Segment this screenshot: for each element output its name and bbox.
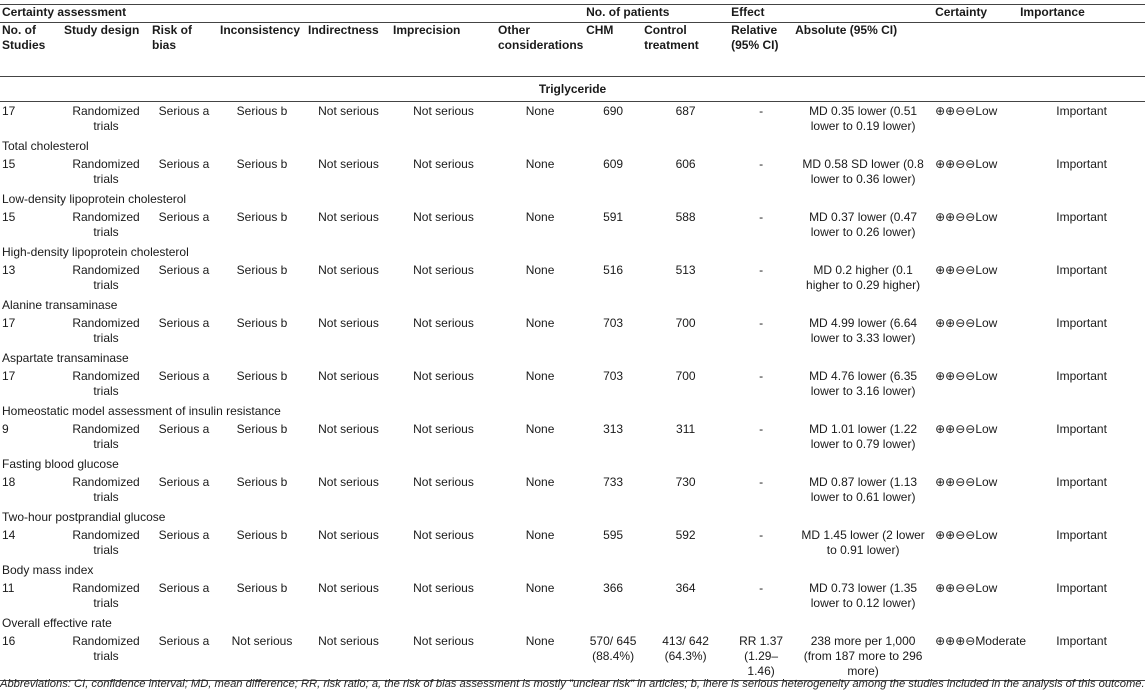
certainty-rating: ⊕⊕⊖⊖Low (935, 528, 998, 542)
grade-evidence-table (0, 5, 1145, 681)
chm-count: 609 (603, 157, 624, 171)
imprecision: Not serious (413, 422, 474, 436)
importance: Important (1056, 422, 1107, 436)
risk-of-bias: Serious a (158, 581, 210, 595)
col-relative-effect: Relative (95% CI) (731, 23, 779, 52)
study-design: Randomized trials (72, 263, 140, 292)
table-row (0, 632, 1145, 681)
risk-of-bias: Serious a (158, 422, 210, 436)
absolute-effect: MD 0.35 lower (0.51 lower to 0.19 lower) (809, 104, 918, 133)
inconsistency: Serious b (236, 475, 288, 489)
col-control-treatment: Control treatment (644, 23, 699, 52)
outcome-row (0, 457, 1145, 473)
chm-count: 703 (603, 369, 624, 383)
imprecision: Not serious (391, 632, 496, 681)
chm-count: 516 (603, 263, 624, 277)
outcome-label: Body mass index (2, 563, 94, 577)
inconsistency: Serious b (236, 581, 288, 595)
section-row (0, 77, 1145, 102)
studies-count: 18 (2, 475, 16, 489)
imprecision: Not serious (413, 210, 474, 224)
absolute-effect: MD 4.76 lower (6.35 lower to 3.16 lower) (809, 369, 918, 398)
study-design: Randomized trials (62, 632, 150, 681)
absolute-effect: MD 4.99 lower (6.64 lower to 3.33 lower) (809, 316, 918, 345)
imprecision: Not serious (413, 104, 474, 118)
inconsistency: Serious b (236, 210, 288, 224)
control-count: 700 (675, 316, 696, 330)
control-count: 513 (675, 263, 696, 277)
group-no-of-patients: No. of patients (584, 5, 729, 23)
indirectness: Not serious (318, 528, 379, 542)
outcome-label: Low-density lipoprotein cholesterol (2, 192, 187, 206)
group-effect: Effect (729, 5, 933, 23)
chm-count: 570/ 645 (88.4%) (584, 632, 642, 681)
other-considerations: None (525, 581, 555, 595)
absolute-effect: MD 0.37 lower (0.47 lower to 0.26 lower) (809, 210, 918, 239)
certainty-rating: ⊕⊕⊖⊖Low (935, 263, 998, 277)
study-design: Randomized trials (72, 475, 140, 504)
indirectness: Not serious (318, 316, 379, 330)
relative-effect: - (759, 528, 764, 542)
relative-effect: - (759, 157, 764, 171)
relative-effect: - (759, 316, 764, 330)
absolute-effect: MD 1.45 lower (2 lower to 0.91 lower) (801, 528, 925, 557)
footnote: Abbreviations: CI, confidence interval; MD, mean difference; RR, risk ratio; a, the risk of bias assessment is mostly "unclear risk" in articles; b, ihere is serious heterogeneity among the studies included in the analysis of this outcome. (0, 678, 1145, 690)
chm-count: 366 (603, 581, 624, 595)
outcome-label: Overall effective rate (2, 616, 112, 630)
outcome-row (0, 616, 1145, 632)
control-count: 588 (675, 210, 696, 224)
other-considerations: None (525, 263, 555, 277)
risk-of-bias: Serious a (158, 316, 210, 330)
col-no-studies: No. of Studies (2, 23, 46, 52)
outcome-row (0, 139, 1145, 155)
column-header-row (0, 23, 1145, 77)
inconsistency: Serious b (236, 369, 288, 383)
group-header-row (0, 5, 1145, 23)
risk-of-bias: Serious a (150, 632, 218, 681)
outcome-label: Homeostatic model assessment of insulin resistance (2, 404, 281, 418)
study-design: Randomized trials (72, 422, 140, 451)
outcome-label: Alanine transaminase (2, 298, 118, 312)
group-certainty-assessment: Certainty assessment (0, 5, 584, 23)
col-study-design: Study design (64, 23, 140, 37)
table-row (0, 579, 1145, 616)
studies-count: 13 (2, 263, 16, 277)
studies-count: 11 (2, 581, 15, 595)
importance: Important (1056, 316, 1107, 330)
study-design: Randomized trials (72, 581, 140, 610)
table-row (0, 102, 1145, 140)
col-imprecision: Imprecision (393, 23, 461, 37)
outcome-row (0, 351, 1145, 367)
importance: Important (1056, 157, 1107, 171)
relative-effect: RR 1.37 (1.29–1.46) (729, 632, 793, 681)
table-row (0, 261, 1145, 298)
certainty-rating: ⊕⊕⊖⊖Low (935, 157, 998, 171)
certainty-rating: ⊕⊕⊖⊖Low (935, 316, 998, 330)
table-body (0, 77, 1145, 681)
study-design: Randomized trials (72, 157, 140, 186)
other-considerations: None (525, 369, 555, 383)
imprecision: Not serious (413, 475, 474, 489)
inconsistency: Serious b (236, 104, 288, 118)
certainty-rating: ⊕⊕⊖⊖Low (935, 104, 998, 118)
study-design: Randomized trials (72, 104, 140, 133)
control-count: 413/ 642 (64.3%) (642, 632, 729, 681)
col-risk-of-bias: Risk of bias (152, 23, 193, 52)
chm-count: 703 (603, 316, 624, 330)
other-considerations: None (525, 104, 555, 118)
absolute-effect: 238 more per 1,000 (from 187 more to 296 more) (793, 632, 933, 681)
studies-count: 17 (2, 369, 16, 383)
col-chm: CHM (586, 23, 614, 37)
col-indirectness: Indirectness (308, 23, 379, 37)
outcome-label: Fasting blood glucose (2, 457, 119, 471)
other-considerations: None (525, 475, 555, 489)
inconsistency: Serious b (236, 157, 288, 171)
studies-count: 17 (2, 316, 16, 330)
relative-effect: - (759, 475, 764, 489)
other-considerations: None (525, 210, 555, 224)
certainty-rating: ⊕⊕⊖⊖Low (935, 422, 998, 436)
control-count: 606 (675, 157, 696, 171)
importance: Important (1056, 528, 1107, 542)
inconsistency: Serious b (236, 422, 288, 436)
imprecision: Not serious (413, 263, 474, 277)
studies-count: 15 (2, 157, 16, 171)
indirectness: Not serious (318, 422, 379, 436)
indirectness: Not serious (318, 263, 379, 277)
relative-effect: - (759, 210, 764, 224)
risk-of-bias: Serious a (158, 475, 210, 489)
imprecision: Not serious (413, 157, 474, 171)
group-certainty: Certainty (933, 5, 1018, 23)
outcome-label: Total cholesterol (2, 139, 89, 153)
outcome-label: Two-hour postprandial glucose (2, 510, 166, 524)
certainty-rating: ⊕⊕⊖⊖Low (935, 581, 998, 595)
chm-count: 733 (603, 475, 624, 489)
importance: Important (1056, 210, 1107, 224)
absolute-effect: MD 0.73 lower (1.35 lower to 0.12 lower) (809, 581, 918, 610)
inconsistency: Not serious (218, 632, 306, 681)
indirectness: Not serious (318, 475, 379, 489)
table-row (0, 208, 1145, 245)
indirectness: Not serious (318, 369, 379, 383)
chm-count: 313 (603, 422, 624, 436)
chm-count: 690 (603, 104, 624, 118)
importance: Important (1056, 475, 1107, 489)
inconsistency: Serious b (236, 316, 288, 330)
relative-effect: - (759, 369, 764, 383)
table-row (0, 473, 1145, 510)
studies-count: 14 (2, 528, 16, 542)
relative-effect: - (759, 581, 764, 595)
inconsistency: Serious b (236, 528, 288, 542)
relative-effect: - (759, 263, 764, 277)
risk-of-bias: Serious a (158, 104, 210, 118)
group-importance: Importance (1018, 5, 1145, 23)
outcome-row (0, 510, 1145, 526)
certainty-rating: ⊕⊕⊖⊖Low (935, 475, 998, 489)
outcome-label: High-density lipoprotein cholesterol (2, 245, 189, 259)
imprecision: Not serious (413, 581, 474, 595)
outcome-row (0, 298, 1145, 314)
chm-count: 591 (603, 210, 624, 224)
imprecision: Not serious (413, 528, 474, 542)
control-count: 700 (675, 369, 696, 383)
indirectness: Not serious (306, 632, 391, 681)
indirectness: Not serious (318, 210, 379, 224)
indirectness: Not serious (318, 581, 379, 595)
col-other-considerations: Other considerations (498, 23, 584, 52)
certainty-rating: ⊕⊕⊖⊖Low (935, 369, 998, 383)
studies-count: 17 (2, 104, 16, 118)
risk-of-bias: Serious a (158, 210, 210, 224)
absolute-effect: MD 0.87 lower (1.13 lower to 0.61 lower) (809, 475, 918, 504)
relative-effect: - (759, 422, 764, 436)
outcome-row (0, 245, 1145, 261)
outcome-row (0, 563, 1145, 579)
studies-count: 15 (2, 210, 16, 224)
risk-of-bias: Serious a (158, 157, 210, 171)
study-design: Randomized trials (72, 369, 140, 398)
chm-count: 595 (603, 528, 624, 542)
study-design: Randomized trials (72, 210, 140, 239)
col-inconsistency: Inconsistency (220, 23, 301, 37)
study-design: Randomized trials (72, 316, 140, 345)
outcome-row (0, 404, 1145, 420)
table-row (0, 314, 1145, 351)
other-considerations: None (525, 316, 555, 330)
other-considerations: None (525, 528, 555, 542)
absolute-effect: MD 1.01 lower (1.22 lower to 0.79 lower) (809, 422, 918, 451)
other-considerations: None (525, 422, 555, 436)
studies-count: 16 (0, 632, 62, 681)
section-title: Triglyceride (0, 77, 1145, 102)
col-absolute-effect: Absolute (95% CI) (795, 23, 898, 37)
control-count: 730 (675, 475, 696, 489)
imprecision: Not serious (413, 369, 474, 383)
control-count: 364 (675, 581, 696, 595)
indirectness: Not serious (318, 157, 379, 171)
study-design: Randomized trials (72, 528, 140, 557)
studies-count: 9 (2, 422, 9, 436)
importance: Important (1056, 369, 1107, 383)
importance: Important (1018, 632, 1145, 681)
relative-effect: - (759, 104, 764, 118)
importance: Important (1056, 581, 1107, 595)
certainty-rating: ⊕⊕⊕⊖Moderate (933, 632, 1018, 681)
risk-of-bias: Serious a (158, 263, 210, 277)
indirectness: Not serious (318, 104, 379, 118)
inconsistency: Serious b (236, 263, 288, 277)
table-row (0, 155, 1145, 192)
control-count: 687 (675, 104, 696, 118)
absolute-effect: MD 0.2 higher (0.1 higher to 0.29 higher) (806, 263, 921, 292)
importance: Important (1056, 104, 1107, 118)
risk-of-bias: Serious a (158, 369, 210, 383)
outcome-row (0, 192, 1145, 208)
control-count: 311 (676, 422, 696, 436)
outcome-label: Aspartate transaminase (2, 351, 129, 365)
table-row (0, 526, 1145, 563)
imprecision: Not serious (413, 316, 474, 330)
certainty-rating: ⊕⊕⊖⊖Low (935, 210, 998, 224)
risk-of-bias: Serious a (158, 528, 210, 542)
other-considerations: None (525, 157, 555, 171)
table-row (0, 367, 1145, 404)
absolute-effect: MD 0.58 SD lower (0.8 lower to 0.36 lower) (802, 157, 924, 186)
control-count: 592 (675, 528, 696, 542)
table-row (0, 420, 1145, 457)
importance: Important (1056, 263, 1107, 277)
other-considerations: None (496, 632, 584, 681)
